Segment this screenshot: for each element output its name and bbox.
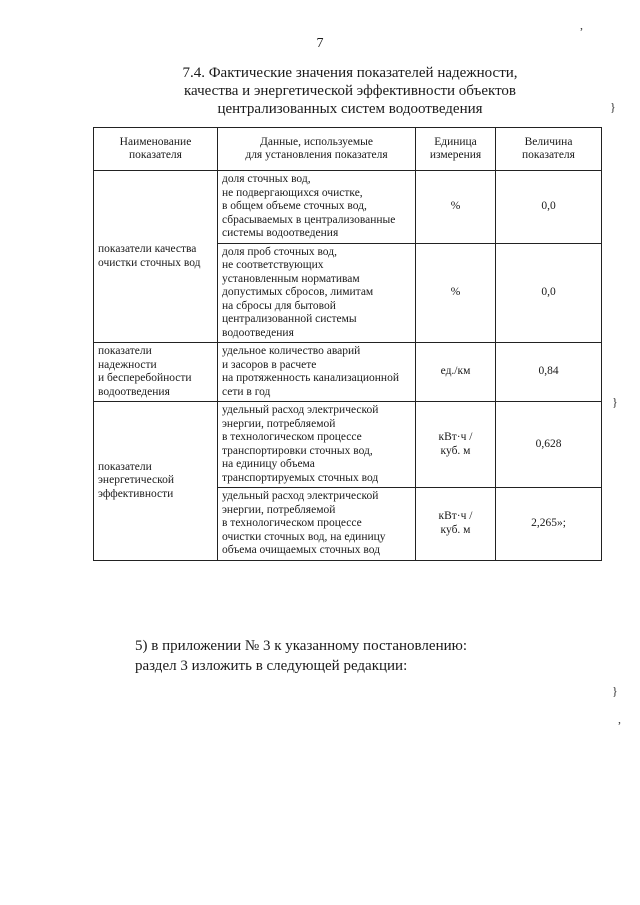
header-line: Наименование — [119, 135, 192, 148]
header-name — [94, 128, 218, 171]
table-body — [94, 171, 602, 561]
data-line: удельный расход электрической — [222, 490, 379, 502]
data-line: в общем объеме сточных вод, — [222, 200, 367, 212]
data-line: не подвергающихся очистке, — [222, 186, 363, 199]
data-line: сбрасываемых в централизованные — [222, 213, 396, 226]
data-description — [218, 488, 416, 561]
data-line: объема очищаемых сточных вод — [222, 544, 380, 556]
scan-mark: } — [610, 100, 616, 114]
indicator-value: 0,628 — [496, 402, 602, 488]
data-line: энергии, потребляемой — [222, 503, 336, 516]
header-line: Единица — [434, 135, 477, 148]
unit-line: кВт·ч / — [438, 431, 473, 443]
group-name-line: водоотведения — [98, 385, 170, 398]
section-title-line: качества и энергетической эффективности объектов — [183, 83, 517, 99]
section-title-line: 7.4. Фактические значения показателей надежности, — [182, 65, 518, 81]
scan-mark: , — [580, 18, 583, 32]
unit-line: кВт·ч / — [438, 510, 473, 523]
data-line: допустимых сбросов, лимитам — [222, 286, 374, 298]
amendment-line: раздел 3 изложить в следующей редакции: — [135, 658, 408, 674]
table-header-row — [94, 128, 602, 171]
data-line: в технологическом процессе — [222, 431, 362, 443]
group-name-line: показатели — [98, 460, 152, 473]
group-name-line: надежности — [98, 358, 157, 371]
data-description — [218, 343, 416, 402]
section-title — [150, 64, 550, 118]
header-unit — [416, 128, 496, 171]
header-line: показателя — [129, 149, 182, 161]
data-line: и засоров в расчете — [222, 358, 317, 371]
page-number: 7 — [316, 36, 324, 51]
group-name-line: показатели — [98, 345, 152, 357]
unit-of-measure — [416, 171, 496, 244]
group-name-line: показатели качества — [98, 243, 197, 255]
unit-line: куб. м — [440, 523, 471, 536]
indicator-value: 2,265»; — [496, 488, 602, 561]
data-line: установленным нормативам — [222, 272, 360, 285]
scan-mark: } — [612, 684, 618, 698]
data-line: очистки сточных вод, на единицу — [222, 530, 386, 543]
data-line: доля проб сточных вод, — [222, 245, 337, 258]
data-line: доля сточных вод, — [222, 173, 311, 185]
unit-of-measure — [416, 402, 496, 488]
unit-line: % — [450, 286, 461, 298]
indicator-group-name — [94, 343, 218, 402]
unit-of-measure — [416, 343, 496, 402]
group-name-line: эффективности — [98, 487, 174, 500]
data-line: удельное количество аварий — [222, 345, 361, 357]
unit-line: куб. м — [440, 444, 471, 457]
indicator-group-name — [94, 402, 218, 561]
unit-line: ед./км — [440, 365, 471, 378]
section-title-line: централизованных систем водоотведения — [217, 101, 483, 117]
data-description — [218, 243, 416, 343]
header-line: Величина — [524, 135, 573, 148]
amendment-line: 5) в приложении № 3 к указанному постановлению: — [135, 638, 467, 654]
indicators-table — [93, 127, 602, 561]
unit-of-measure — [416, 488, 496, 561]
data-line: на единицу объема — [222, 458, 315, 470]
indicator-value: 0,0 — [496, 243, 602, 343]
scan-mark: , — [618, 712, 621, 726]
header-line: Данные, используемые — [260, 135, 373, 148]
data-line: энергии, потребляемой — [222, 417, 336, 430]
header-data — [218, 128, 416, 171]
header-line: показателя — [522, 149, 575, 161]
data-line: централизованной системы — [222, 313, 357, 325]
header-line: для установления показателя — [245, 149, 388, 161]
data-line: на сбросы для бытовой — [222, 299, 336, 312]
group-name-line: энергетической — [98, 474, 174, 486]
indicator-value: 0,0 — [496, 171, 602, 244]
scan-mark: } — [612, 395, 618, 409]
unit-line: % — [450, 200, 461, 212]
group-name-line: очистки сточных вод — [98, 256, 201, 269]
indicator-group-name — [94, 171, 218, 343]
data-description — [218, 171, 416, 244]
table-row — [94, 171, 602, 244]
data-description — [218, 402, 416, 488]
data-line: водоотведения — [222, 326, 294, 339]
data-line: системы водоотведения — [222, 227, 339, 239]
data-line: сети в год — [222, 385, 271, 398]
group-name-line: и бесперебойности — [98, 372, 192, 384]
header-value — [496, 128, 602, 171]
data-line: не соответствующих — [222, 259, 324, 271]
data-line: на протяженность канализационной — [222, 372, 399, 384]
unit-of-measure — [416, 243, 496, 343]
data-line: в технологическом процессе — [222, 517, 362, 529]
data-line: транспортировки сточных вод, — [222, 444, 373, 457]
table-row — [94, 343, 602, 402]
data-line: транспортируемых сточных вод — [222, 471, 379, 484]
indicator-value: 0,84 — [496, 343, 602, 402]
table-row — [94, 402, 602, 488]
data-line: удельный расход электрической — [222, 404, 379, 416]
amendment-text — [135, 636, 605, 676]
header-line: измерения — [429, 149, 482, 161]
